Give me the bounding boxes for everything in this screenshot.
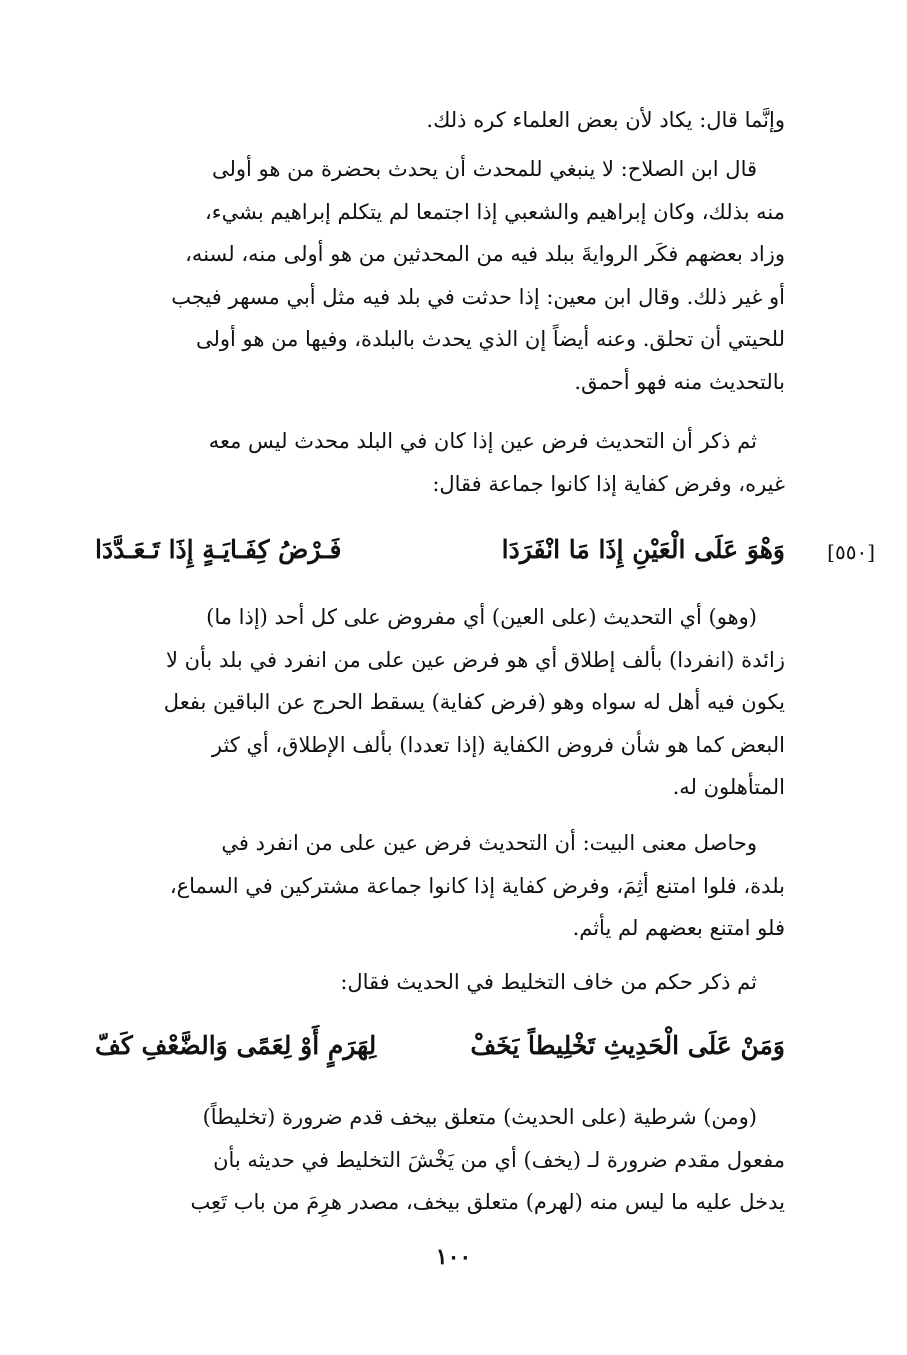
verse-first-hemistich: وَهْوَ عَلَى الْعَيْنِ إِذَا مَا انْفَرَدَا	[501, 535, 785, 564]
text-line: ثم ذكر حكم من خاف التخليط في الحديث فقال:	[340, 970, 757, 994]
text-line: مفعول مقدم ضرورة لـ (يخف) أي من يَخْشَ التخليط في حديثه بأن	[213, 1147, 785, 1172]
text-line: المتأهلون له.	[672, 775, 785, 799]
paragraph-5	[97, 822, 785, 950]
paragraph-1	[97, 99, 785, 142]
text-line: وإنَّما قال: يكاد لأن بعض العلماء كره ذلك.	[426, 108, 785, 132]
verse-second-hemistich: فَـرْضُ كِفَـايَـةٍ إِذَا تَـعَـدَّدَا	[95, 535, 342, 564]
text-line: يكون فيه أهل له سواه وهو (فرض كفاية) يسقط الحرج عن الباقين بفعل	[163, 690, 785, 714]
text-line: بالتحديث منه فهو أحمق.	[574, 369, 785, 394]
text-line: غيره، وفرض كفاية إذا كانوا جماعة فقال:	[432, 471, 785, 496]
paragraph-6	[97, 961, 785, 1004]
text-line: وحاصل معنى البيت: أن التحديث فرض عين على من انفرد في	[221, 831, 757, 855]
text-line: أو غير ذلك. وقال ابن معين: إذا حدثت في بلد فيه مثل أبي مسهر فيجب	[171, 284, 785, 309]
text-line: يدخل عليه ما ليس منه (لهرم) متعلق بيخف، مصدر هرِمَ من باب تَعِب	[190, 1190, 785, 1214]
text-line: ثم ذكر أن التحديث فرض عين إذا كان في البلد محدث ليس معه	[208, 429, 757, 453]
text-line: زائدة (انفردا) بألف إطلاق أي هو فرض عين على من انفرد في بلد بأن لا	[165, 647, 785, 672]
text-line: البعض كما هو شأن فروض الكفاية (إذا تعددا) بألف الإطلاق، أي كثر	[211, 732, 785, 757]
verse-second-hemistich: لِهَرَمٍ أَوْ لِعَمًى وَالضَّعْفِ كَفّ	[95, 1031, 377, 1060]
verse-551	[95, 1026, 785, 1066]
text-line: (وهو) أي التحديث (على العين) أي مفروض على كل أحد (إذا ما)	[206, 605, 757, 629]
text-line: منه بذلك، وكان إبراهيم والشعبي إذا اجتمعا لم يتكلم إبراهيم بشيء،	[204, 199, 785, 224]
text-line: قال ابن الصلاح: لا ينبغي للمحدث أن يحدث بحضرة من هو أولى	[211, 157, 757, 181]
verse-number: [٥٥٠]	[827, 540, 875, 564]
text-line: للحيتي أن تحلق. وعنه أيضاً إن الذي يحدث بالبلدة، وفيها من هو أولى	[195, 327, 785, 351]
paragraph-7	[97, 1096, 785, 1224]
paragraph-4	[97, 596, 785, 809]
paragraph-3	[97, 420, 785, 505]
text-line: فلو امتنع بعضهم لم يأثم.	[572, 916, 785, 940]
verse-first-hemistich: وَمَنْ عَلَى الْحَدِيثِ تَخْلِيطاً يَخَفْ	[470, 1031, 785, 1060]
verse-550	[95, 530, 785, 570]
paragraph-2	[97, 148, 785, 403]
text-line: (ومن) شرطية (على الحديث) متعلق بيخف قدم ضرورة (تخليطاً)	[202, 1105, 757, 1129]
text-line: وزاد بعضهم فكَر الروايةَ ببلد فيه من المحدثين من هو أولى منه، لسنه،	[185, 242, 785, 266]
page-number: ١٠٠	[435, 1244, 472, 1270]
text-line: بلدة، فلوا امتنع أثِمَ، وفرض كفاية إذا كانوا جماعة مشتركين في السماع،	[169, 873, 785, 898]
